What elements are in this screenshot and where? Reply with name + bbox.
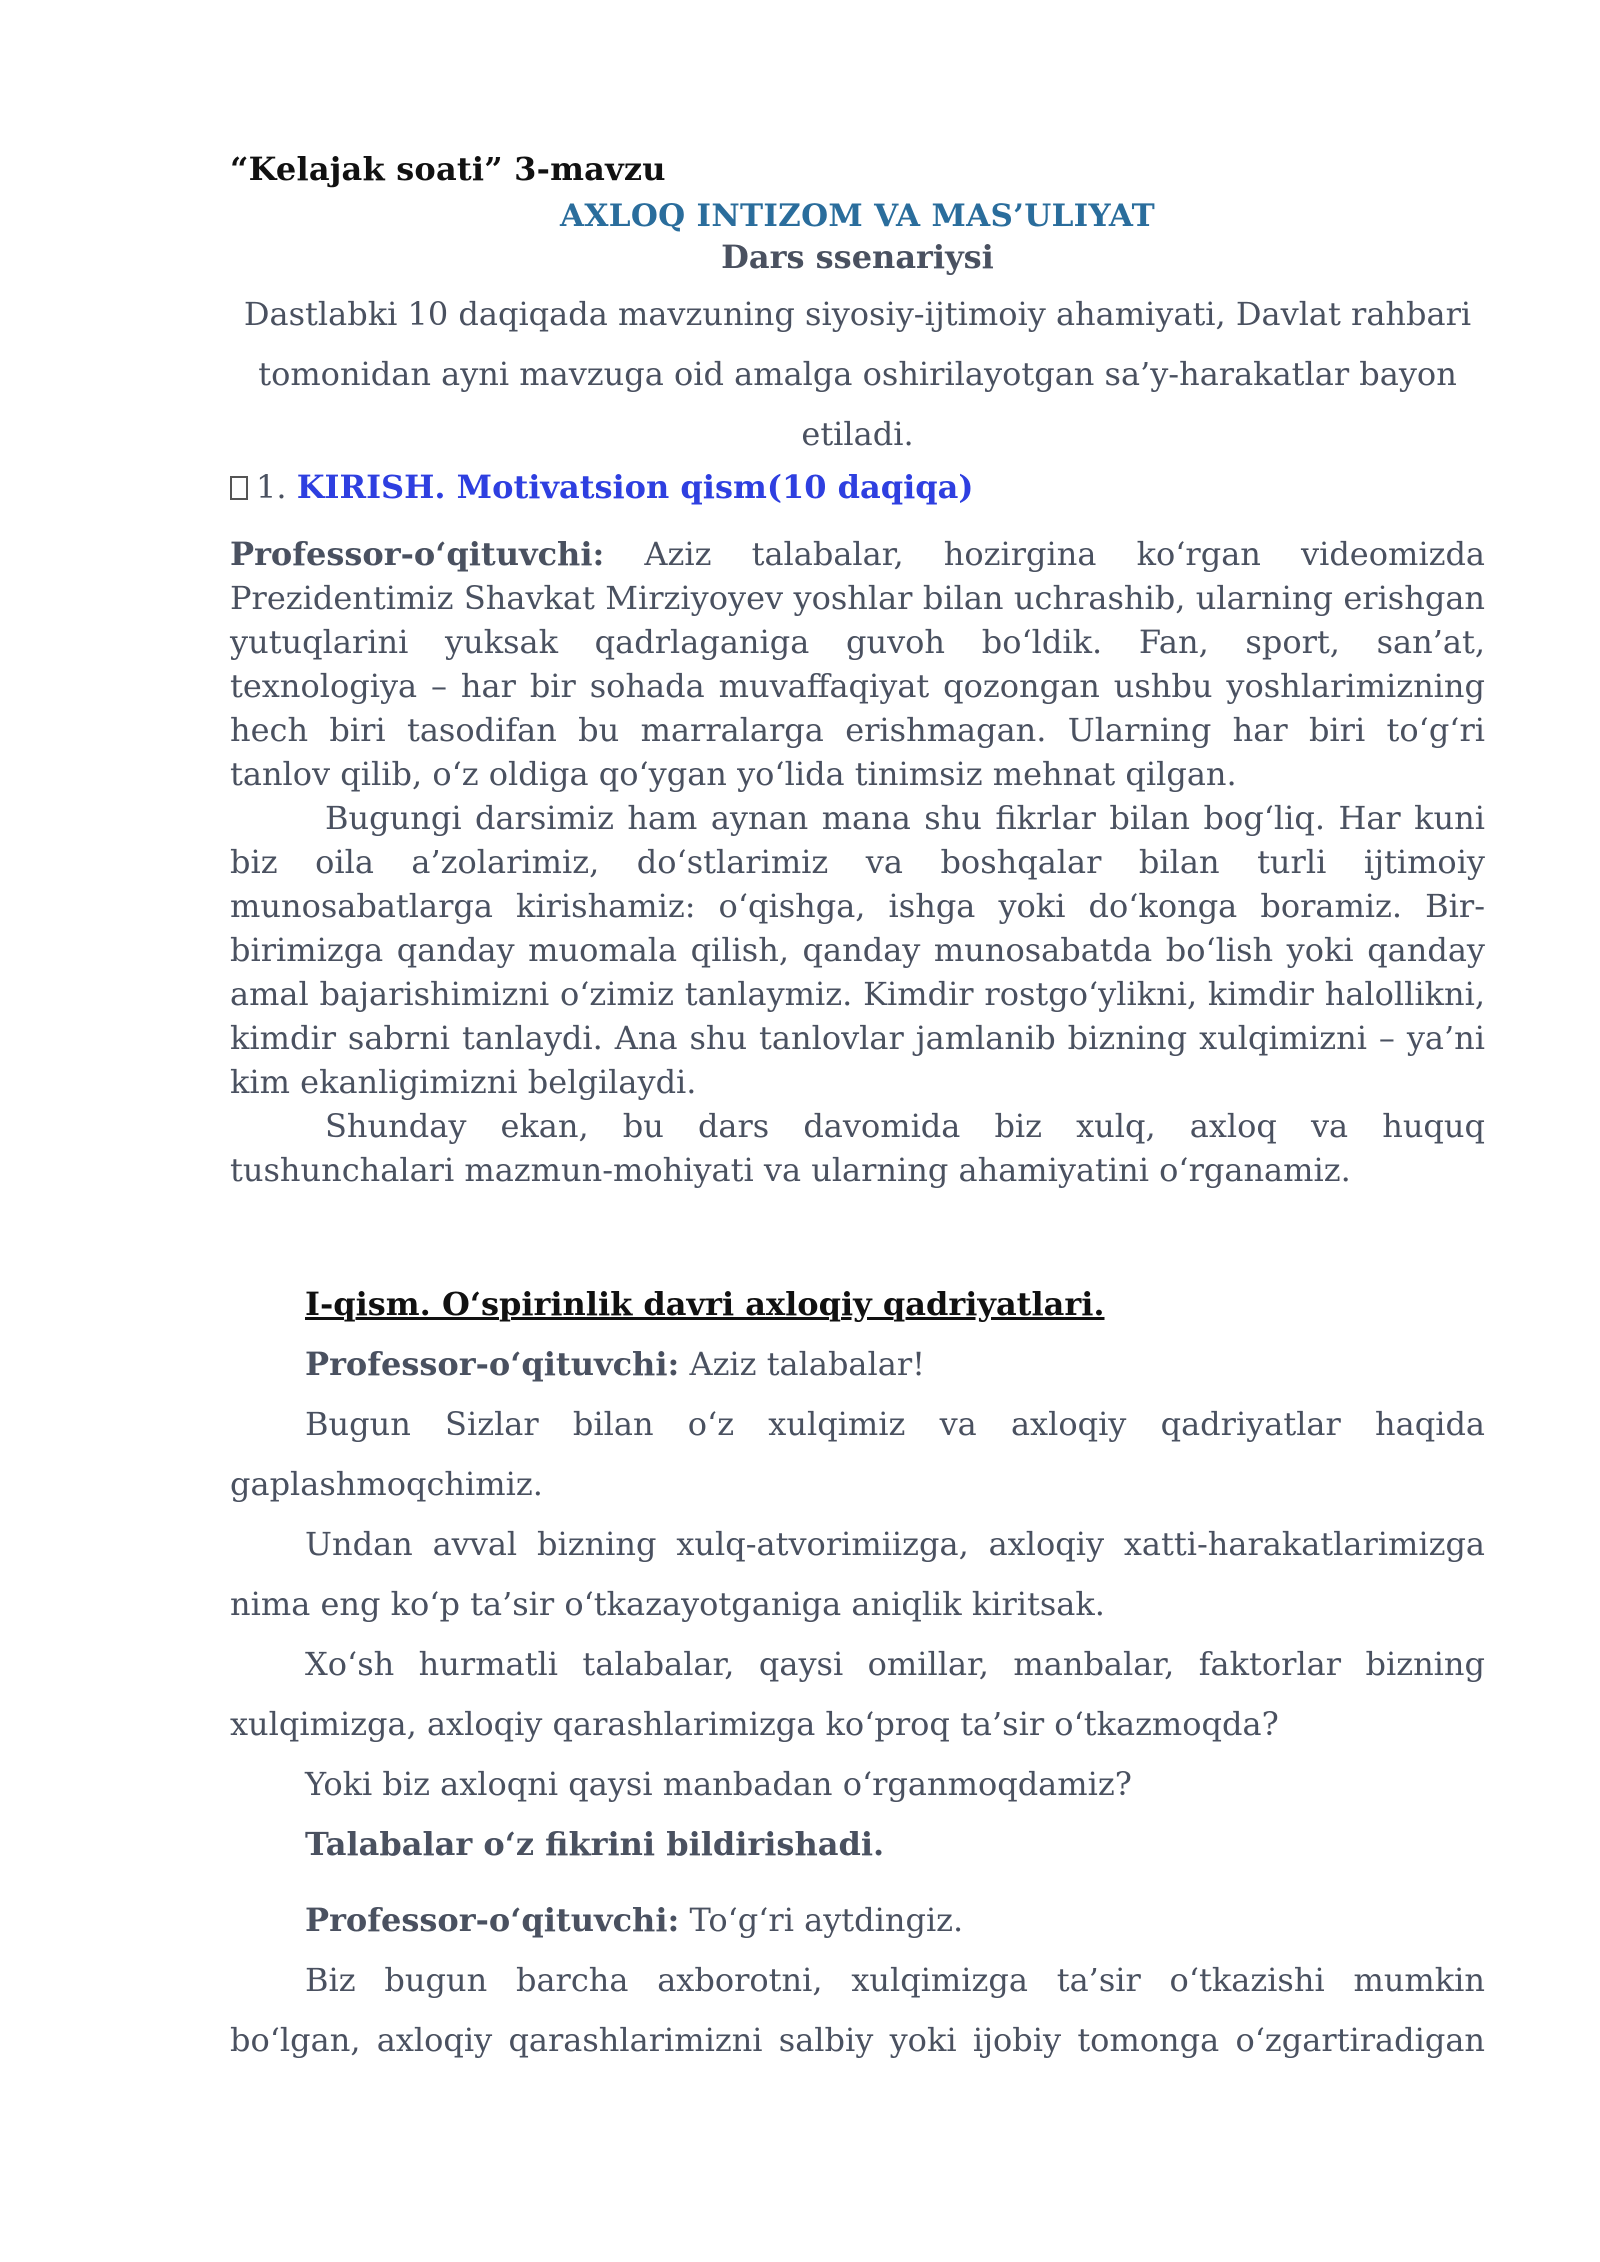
students-note: Talabalar oʻz fikrini bildirishadi.: [305, 1825, 885, 1863]
speaker-label: Professor-oʻqituvchi:: [230, 535, 605, 573]
paragraph-source-question: Yoki biz axloqni qaysi manbadan oʻrganmoqdamiz?: [305, 1765, 1132, 1803]
paragraph-greeting: [230, 1334, 1485, 1394]
document-subtitle: Dars ssenariysi: [721, 238, 994, 276]
paragraph-conversation-topic: Bugun Sizlar bilan oʻz xulqimiz va axloqiy qadriyatlar haqida gaplashmoqchimiz.: [230, 1405, 1485, 1503]
missing-glyph-icon: [230, 476, 248, 500]
paragraph-text: Toʻgʻri aytdingiz.: [689, 1901, 964, 1939]
section-title: KIRISH. Motivatsion qism(10 daqiqa): [296, 468, 974, 506]
paragraph-information: Biz bugun barcha axborotni, xulqimizga ta’sir oʻtkazishi mumkin boʻlgan, axloqiy qarashlarimizni salbiy yoki ijobiy tomonga oʻzgartiradigan: [230, 1961, 1485, 2059]
paragraph-response: [230, 1890, 1485, 1950]
speaker-label: Professor-oʻqituvchi:: [305, 1901, 680, 1939]
paragraph-text: Aziz talabalar, hozirgina koʻrgan videomizda Prezidentimiz Shavkat Mirziyoyev yoshlar bilan uchrashib, ularning erishgan yutuqlarini yuksak qadrlaganiga guvoh boʻldik. Fan, sport, san’at, texnologiya – har bir sohada muvaffaqiyat qozongan ushbu yoshlarimizning hech biri tasodifan bu marralarga erishmagan. Ularning har biri toʻgʻri tanlov qilib, oʻz oldiga qoʻygan yoʻlida tinimsiz mehnat qilgan.: [230, 535, 1486, 793]
document-title: AXLOQ INTIZOM VA MAS’ULIYAT: [560, 198, 1155, 234]
document-page: [230, 150, 1485, 2070]
section-number: 1.: [256, 468, 287, 506]
part-one-heading: I-qism. Oʻspirinlik davri axloqiy qadriyatlari.: [305, 1285, 1105, 1323]
topic-line: “Kelajak soati” 3-mavzu: [230, 150, 666, 188]
intro-paragraph: Dastlabki 10 daqiqada mavzuning siyosiy-ijtimoiy ahamiyati, Davlat rahbari tomonidan ayni mavzuga oid amalga oshirilayotgan sa’y-harakatlar bayon etiladi.: [243, 295, 1472, 453]
speaker-label: Professor-oʻqituvchi:: [305, 1345, 680, 1383]
paragraph-today-lesson: Bugungi darsimiz ham aynan mana shu fikrlar bilan bogʻliq. Har kuni biz oila a’zolarimiz, doʻstlarimiz va boshqalar bilan turli ijtimoiy munosabatlarga kirishamiz: oʻqishga, ishga yoki doʻkonga boramiz. Bir-birimizga qanday muomala qilish, qanday munosabatda boʻlish yoki qanday amal bajarishimizni oʻzimiz tanlaymiz. Kimdir rostgoʻylikni, kimdir halollikni, kimdir sabrni tanlaydi. Ana shu tanlovlar jamlanib bizning xulqimizni – ya’ni kim ekanligimizni belgilaydi.: [230, 799, 1485, 1101]
paragraph-text: Aziz talabalar!: [689, 1345, 925, 1383]
paragraph-influence-question: Undan avval bizning xulq-atvorimiizga, axloqiy xatti-harakatlarimizga nima eng koʻp ta’sir oʻtkazayotganiga aniqlik kiritsak.: [230, 1525, 1485, 1623]
paragraph-lesson-goal: Shunday ekan, bu dars davomida biz xulq, axloq va huquq tushunchalari mazmun-mohiyati va ularning ahamiyatini oʻrganamiz.: [230, 1107, 1485, 1189]
paragraph-factors-question: Xoʻsh hurmatli talabalar, qaysi omillar, manbalar, faktorlar bizning xulqimizga, axloqiy qarashlarimizga koʻproq ta’sir oʻtkazmoqda?: [230, 1645, 1485, 1743]
paragraph-video-intro: [230, 532, 1485, 796]
section-heading-kirish: [230, 468, 1485, 506]
